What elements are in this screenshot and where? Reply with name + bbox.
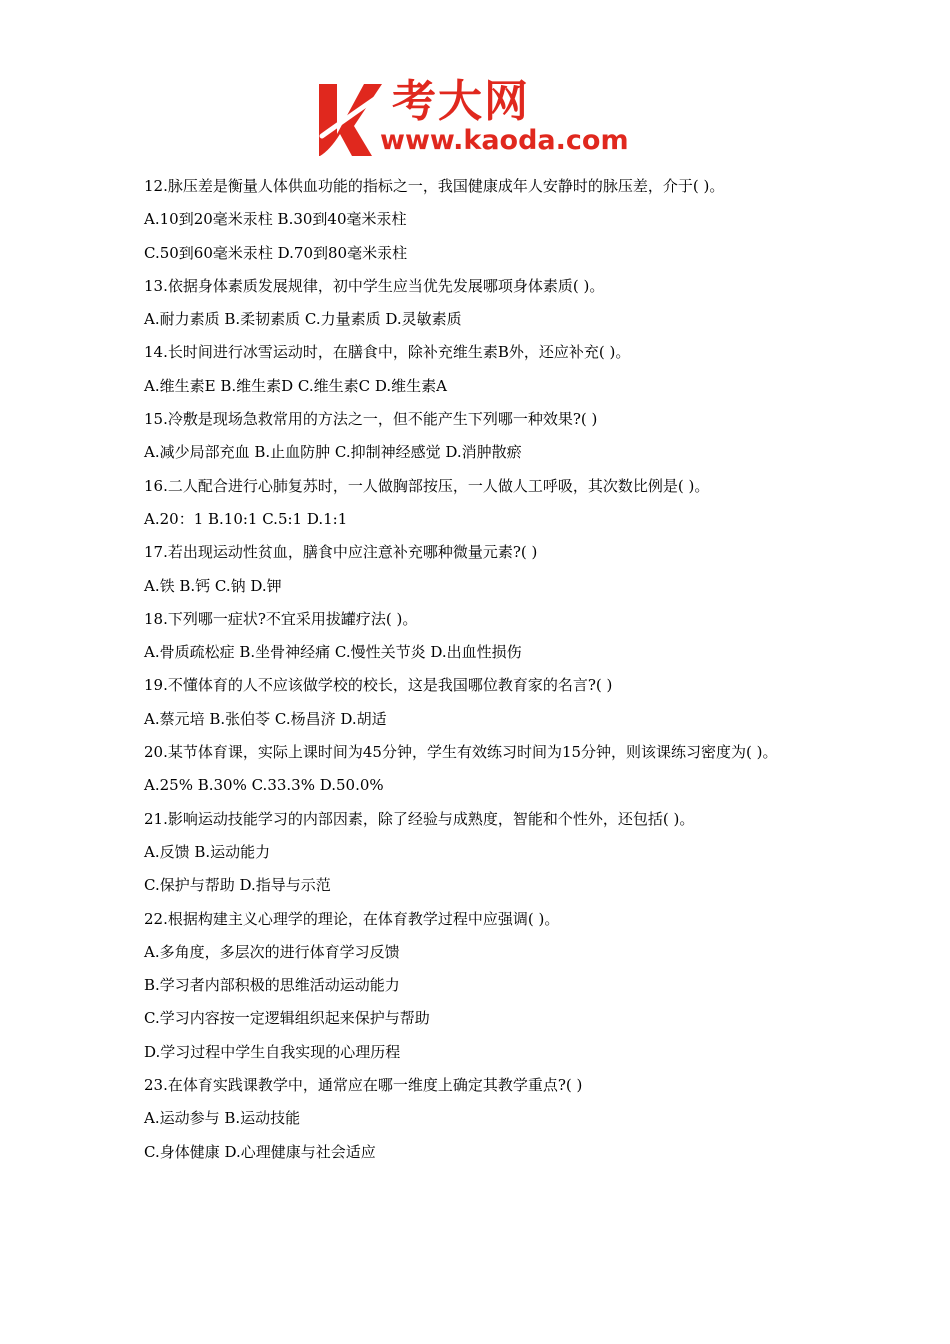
question-13: 13.依据身体素质发展规律，初中学生应当优先发展哪项身体素质( )。: [144, 276, 605, 295]
question-17: 17.若出现运动性贫血，膳食中应注意补充哪种微量元素?( ): [144, 543, 538, 562]
options-12-cd: C.50到60毫米汞柱 D.70到80毫米汞柱: [144, 243, 408, 262]
question-list: [144, 170, 824, 1169]
kaoda-logo: [316, 78, 646, 160]
options-20: A.25% B.30% C.33.3% D.50.0%: [144, 776, 384, 795]
options-12-ab: A.10到20毫米汞柱 B.30到40毫米汞柱: [144, 210, 407, 229]
question-14: 14.长时间进行冰雪运动时，在膳食中，除补充维生素B外，还应补充( )。: [144, 343, 631, 362]
question-12: 12.脉压差是衡量人体供血功能的指标之一，我国健康成年人安静时的脉压差，介于( )。: [144, 177, 725, 195]
question-20: 20.某节体育课，实际上课时间为45分钟，学生有效练习时间为15分钟，则该课练习密度为( )。: [144, 743, 778, 762]
question-22: 22.根据构建主义心理学的理论，在体育教学过程中应强调( )。: [144, 909, 560, 928]
question-21: 21.影响运动技能学习的内部因素，除了经验与成熟度，智能和个性外，还包括( )。: [144, 809, 695, 828]
question-16: 16.二人配合进行心肺复苏时，一人做胸部按压，一人做人工呼吸，其次数比例是( )。: [144, 476, 710, 495]
option-22-a: A.多角度，多层次的进行体育学习反馈: [144, 942, 400, 961]
options-23-cd: C.身体健康 D.心理健康与社会适应: [144, 1142, 376, 1161]
question-23: 23.在体育实践课教学中，通常应在哪一维度上确定其教学重点?( ): [144, 1076, 583, 1095]
options-18: A.骨质疏松症 B.坐骨神经痛 C.慢性关节炎 D.出血性损伤: [144, 643, 522, 662]
options-16: A.20：1 B.10:1 C.5:1 D.1:1: [144, 509, 348, 528]
question-18: 18.下列哪一症状?不宜采用拔罐疗法( )。: [144, 609, 418, 628]
options-14: A.维生素E B.维生素D C.维生素C D.维生素A: [144, 376, 447, 395]
options-21-ab: A.反馈 B.运动能力: [144, 842, 271, 861]
options-13: A.耐力素质 B.柔韧素质 C.力量素质 D.灵敏素质: [144, 310, 462, 329]
question-19: 19.不懂体育的人不应该做学校的校长，这是我国哪位教育家的名言?( ): [144, 676, 613, 695]
options-21-cd: C.保护与帮助 D.指导与示范: [144, 876, 331, 895]
options-17: A.铁 B.钙 C.钠 D.钾: [144, 576, 282, 595]
options-23-ab: A.运动参与 B.运动技能: [144, 1109, 301, 1128]
question-15: 15.冷敷是现场急救常用的方法之一，但不能产生下列哪一种效果?( ): [144, 410, 598, 429]
option-22-b: B.学习者内部积极的思维活动运动能力: [144, 976, 400, 995]
option-22-c: C.学习内容按一定逻辑组织起来保护与帮助: [144, 1009, 430, 1028]
options-19: A.蔡元培 B.张伯苓 C.杨昌济 D.胡适: [144, 709, 387, 728]
option-22-d: D.学习过程中学生自我实现的心理历程: [144, 1042, 401, 1061]
logo-title: 考大网: [392, 76, 530, 127]
logo-url: www.kaoda.com: [380, 125, 629, 156]
options-15: A.减少局部充血 B.止血防肿 C.抑制神经感觉 D.消肿散瘀: [144, 443, 522, 462]
k-logo-icon: [316, 80, 384, 158]
